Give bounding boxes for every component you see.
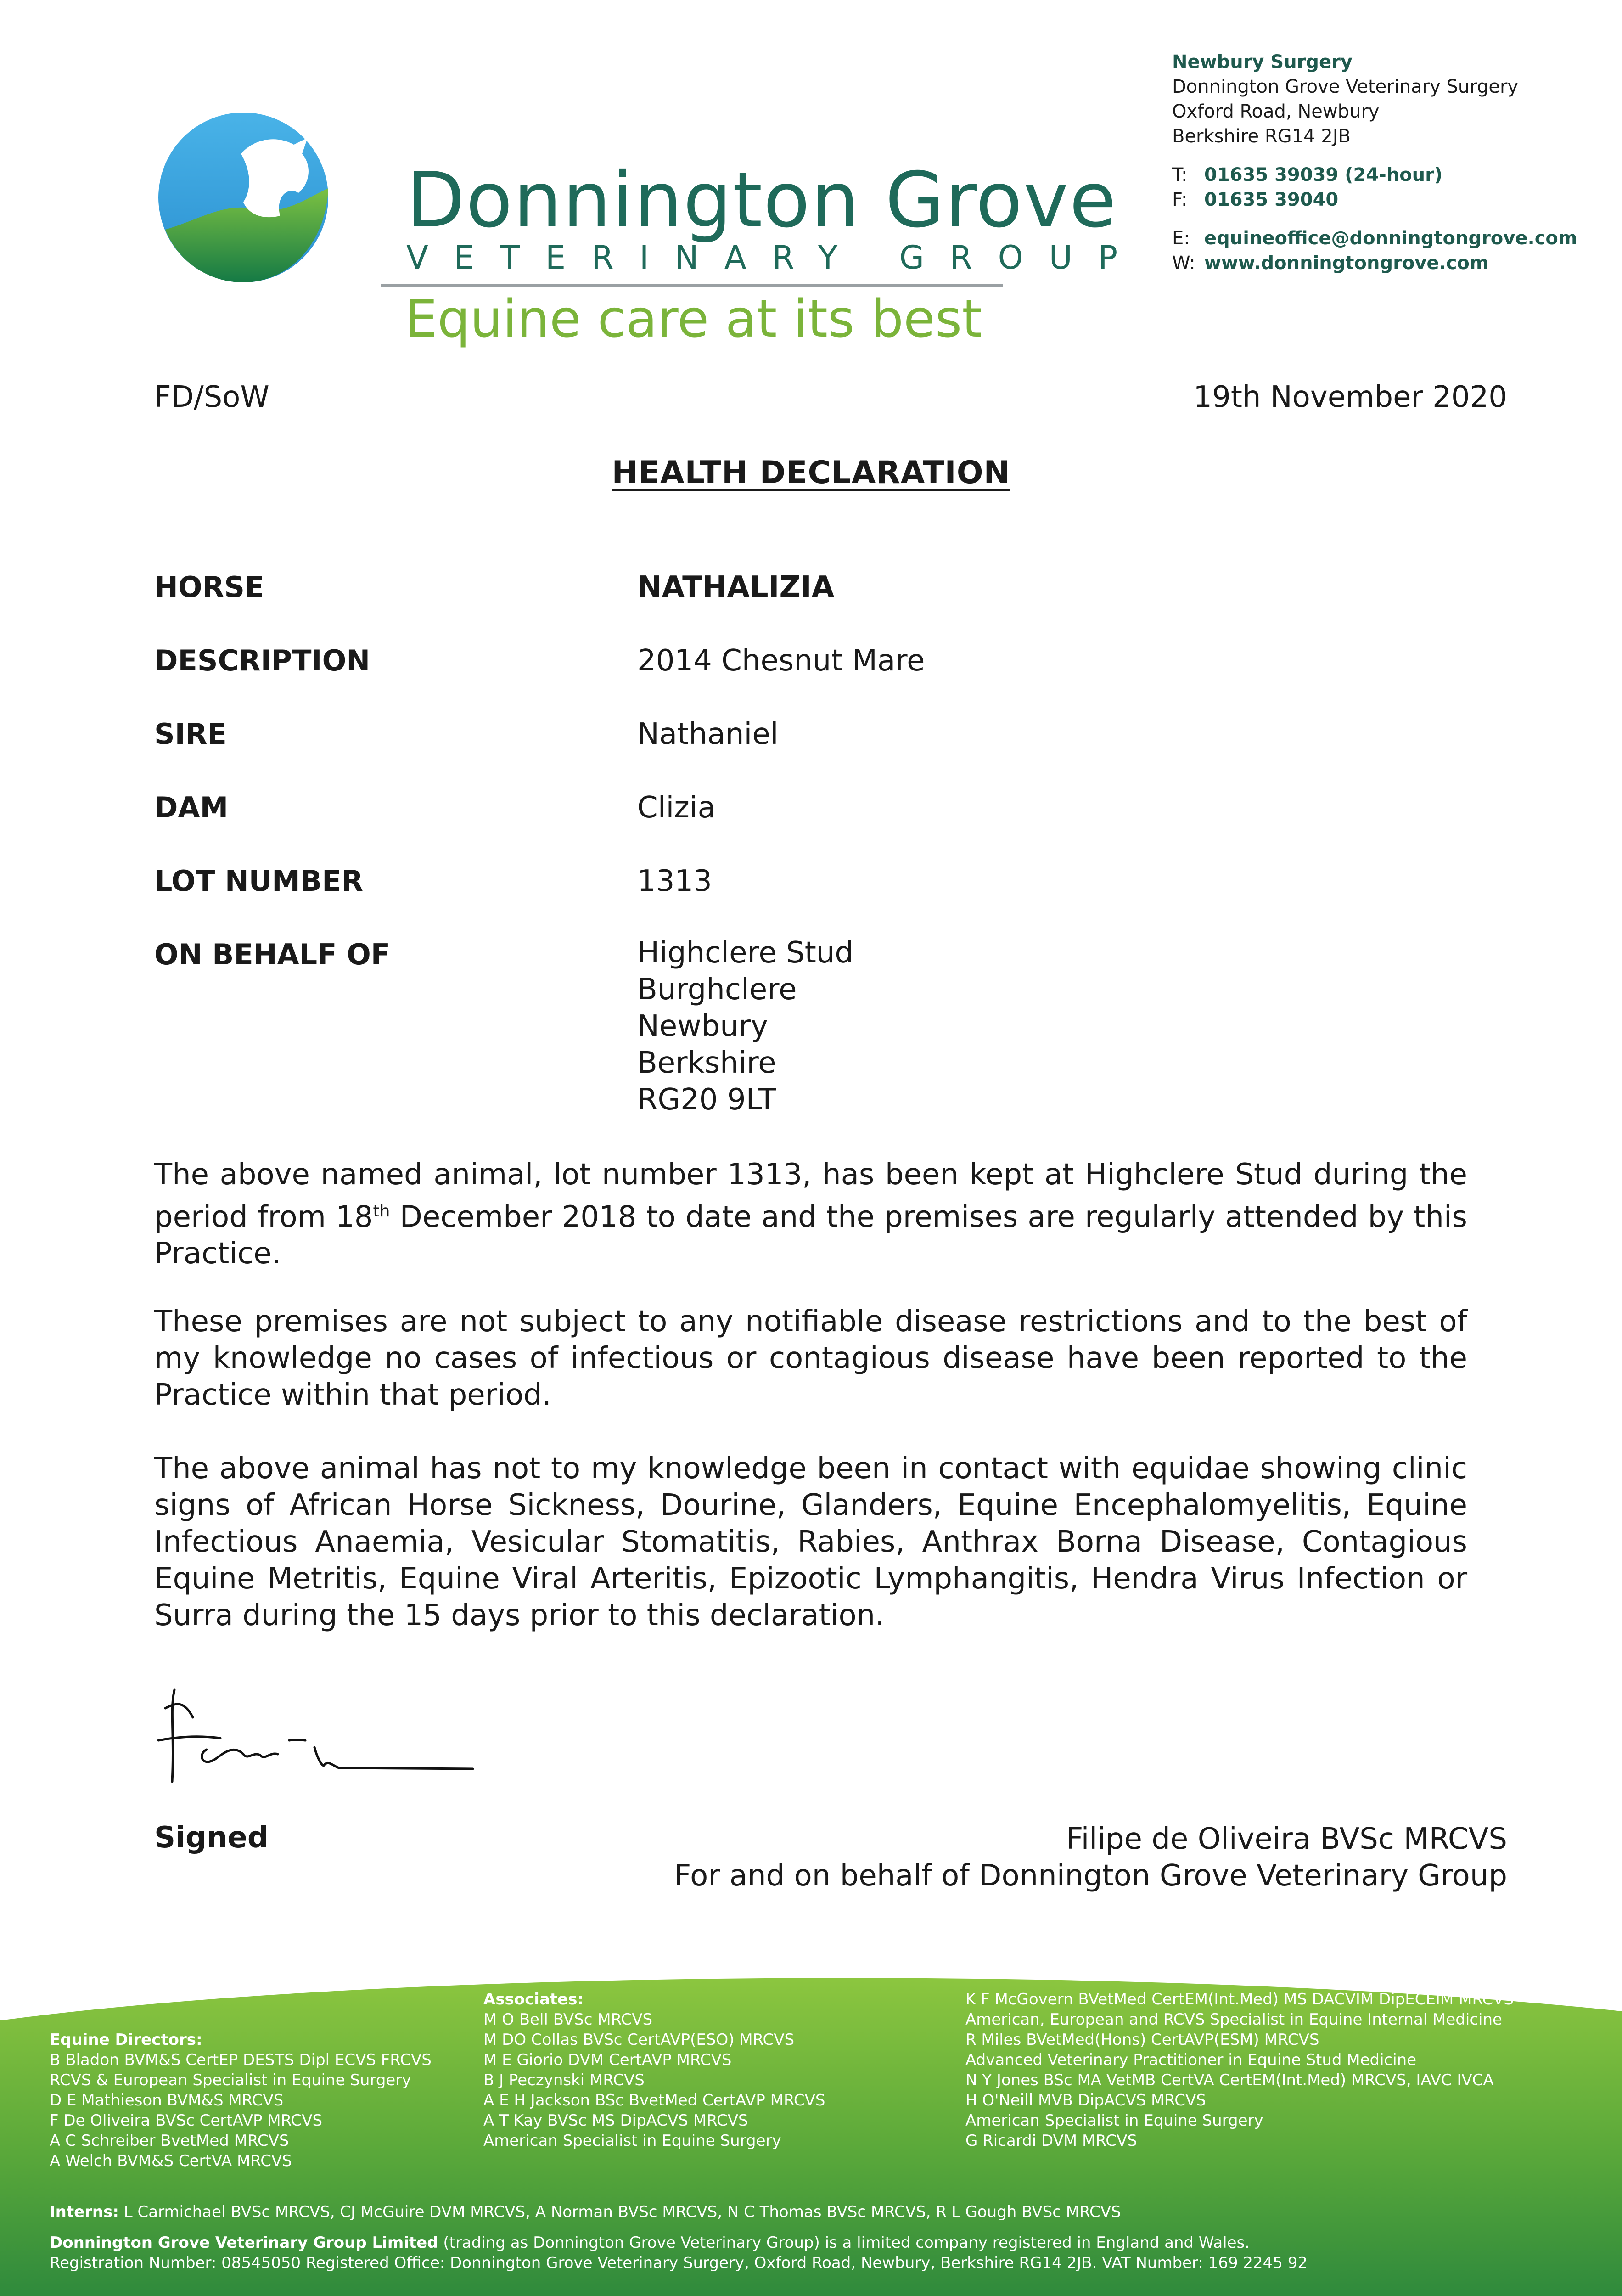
director-line: D E Mathieson BVM&S MRCVS (50, 2091, 284, 2110)
signed-label: Signed (154, 1821, 269, 1855)
footer-associates (483, 1989, 825, 2151)
horse-label: HORSE (154, 570, 264, 604)
contact-email-row (1172, 226, 1585, 251)
brand-name: Donnington Grove (406, 156, 1117, 245)
email-link[interactable]: equineoffice@donningtongrove.com (1204, 228, 1577, 249)
director-line: B Bladon BVM&S CertEP DESTS Dipl ECVS FRCVS (50, 2051, 432, 2069)
paragraph-keeping (154, 1156, 1467, 1272)
lot-number-value: 1313 (637, 864, 712, 898)
address-line: RG20 9LT (637, 1083, 776, 1117)
footer-company-info (50, 2233, 1308, 2273)
phone-label: T: (1172, 164, 1188, 186)
brand-tagline: Equine care at its best (405, 289, 982, 349)
associate-line: H O'Neill MVB DipACVS MRCVS (965, 2091, 1206, 2110)
signer-block (674, 1821, 1507, 1894)
handwritten-signature (156, 1681, 477, 1786)
paragraph-premises: These premises are not subject to any notifiable disease restrictions and to the best of my knowledge no cases of infectious or contagious disease have been reported to the Practice within that period. (154, 1305, 1467, 1412)
signer-on-behalf: For and on behalf of Donnington Grove Veterinary Group (674, 1859, 1507, 1893)
on-behalf-address (637, 934, 853, 1118)
sire-label: SIRE (154, 717, 227, 751)
description-value: 2014 Chesnut Mare (637, 644, 925, 678)
footer-directors (50, 2030, 432, 2171)
contact-address-line: Oxford Road, Newbury (1172, 101, 1380, 122)
brand-logo (156, 110, 331, 285)
reference: FD/SoW (154, 380, 269, 414)
fax-label: F: (1172, 189, 1188, 210)
fax-number: 01635 39040 (1204, 189, 1339, 210)
associate-line: American Specialist in Equine Surgery (965, 2111, 1263, 2130)
footer-interns (50, 2202, 1121, 2222)
dam-value: Clizia (637, 791, 716, 825)
contact-address-line: Donnington Grove Veterinary Surgery (1172, 76, 1519, 97)
footer-associates-right (965, 1989, 1514, 2151)
address-line: Highclere Stud (637, 936, 853, 970)
dam-label: DAM (154, 791, 229, 824)
paragraph-keeping-part1: The above named animal, lot number 1313, has been kept at Highclere Stud during the period from 18 (154, 1158, 1467, 1234)
contact-block (1172, 50, 1585, 276)
signer-name: Filipe de Oliveira BVSc MRCVS (1066, 1822, 1507, 1856)
website-link[interactable]: www.donningtongrove.com (1204, 253, 1489, 274)
contact-name: Newbury Surgery (1172, 51, 1353, 73)
on-behalf-label: ON BEHALF OF (154, 938, 391, 971)
company-text: (trading as Donnington Grove Veterinary Group) is a limited company registered in England and Wales. (438, 2234, 1250, 2252)
horse-value: NATHALIZIA (637, 570, 835, 604)
document-date: 19th November 2020 (1193, 380, 1507, 414)
associate-line: N Y Jones BSc MA VetMB CertVA CertEM(Int.Med) MRCVS, IAVC IVCA (965, 2071, 1494, 2089)
brand-subtitle: VETERINARY GROUP (406, 239, 1144, 276)
contact-phone-row (1172, 163, 1585, 187)
interns-list: L Carmichael BVSc MRCVS, CJ McGuire DVM MRCVS, A Norman BVSc MRCVS, N C Thomas BVSc MRCVS, R L Gough BVSc MRCVS (123, 2203, 1121, 2221)
director-line: A Welch BVM&S CertVA MRCVS (50, 2152, 292, 2170)
registration-info: Registration Number: 08545050 Registered Office: Donnington Grove Veterinary Surgery, Oxford Road, Newbury, Berkshire RG14 2JB. VAT Number: 169 2245 92 (50, 2254, 1308, 2272)
associate-line: B J Peczynski MRCVS (483, 2071, 645, 2089)
associate-line: K F McGovern BVetMed CertEM(Int.Med) MS DACVIM DipECEIM MRCVS (965, 1990, 1514, 2009)
associate-line: A T Kay BVSc MS DipACVS MRCVS (483, 2111, 748, 2130)
description-label: DESCRIPTION (154, 644, 370, 677)
interns-heading: Interns: (50, 2203, 119, 2221)
director-line: A C Schreiber BvetMed MRCVS (50, 2132, 289, 2150)
associate-line: G Ricardi DVM MRCVS (965, 2132, 1137, 2150)
phone-number[interactable]: 01635 39039 (24-hour) (1204, 164, 1443, 186)
paragraph-contact: The above animal has not to my knowledge been in contact with equidae showing clinic signs of African Horse Sickness, Dourine, Glanders, Equine Encephalomyelitis, Equine Infectious Anaemia, Vesicular Stomatitis, Rabies, Anthrax Borna Disease, Contagious Equine Metritis, Equine Viral Arteritis, Epizootic Lymphangitis, Hendra Virus Infection or Surra during the 15 days prior to this declaration. (154, 1452, 1467, 1632)
document-title-text: HEALTH DECLARATION (612, 455, 1010, 491)
sire-value: Nathaniel (637, 717, 779, 751)
address-line: Newbury (637, 1009, 768, 1043)
director-line: F De Oliveira BVSc CertAVP MRCVS (50, 2111, 323, 2130)
ordinal-suffix: th (373, 1202, 390, 1221)
associate-line: American, European and RCVS Specialist in Equine Internal Medicine (965, 2010, 1502, 2029)
associate-line: M O Bell BVSc MRCVS (483, 2010, 653, 2029)
web-label: W: (1172, 253, 1195, 274)
contact-fax-row (1172, 187, 1585, 212)
address-line: Berkshire (637, 1046, 776, 1080)
associate-line: M E Giorio DVM CertAVP MRCVS (483, 2051, 732, 2069)
contact-address-line: Berkshire RG14 2JB (1172, 126, 1351, 147)
associate-line: M DO Collas BVSc CertAVP(ESO) MRCVS (483, 2031, 795, 2049)
associate-line: American Specialist in Equine Surgery (483, 2132, 781, 2150)
company-name: Donnington Grove Veterinary Group Limited (50, 2234, 438, 2252)
directors-heading: Equine Directors: (50, 2031, 202, 2049)
email-label: E: (1172, 228, 1190, 249)
director-line: RCVS & European Specialist in Equine Surgery (50, 2071, 411, 2089)
paragraph-keeping-part2: December 2018 to date and the premises are regularly attended by this Practice. (154, 1200, 1468, 1271)
contact-web-row (1172, 251, 1585, 276)
associate-line: A E H Jackson BSc BvetMed CertAVP MRCVS (483, 2091, 825, 2110)
associate-line: Advanced Veterinary Practitioner in Equine Stud Medicine (965, 2051, 1417, 2069)
document-title (0, 455, 1622, 491)
lot-number-label: LOT NUMBER (154, 864, 364, 898)
associates-heading: Associates: (483, 1990, 584, 2009)
associate-line: R Miles BVetMed(Hons) CertAVP(ESM) MRCVS (965, 2031, 1319, 2049)
address-line: Burghclere (637, 973, 797, 1007)
brand-divider (381, 284, 1003, 287)
